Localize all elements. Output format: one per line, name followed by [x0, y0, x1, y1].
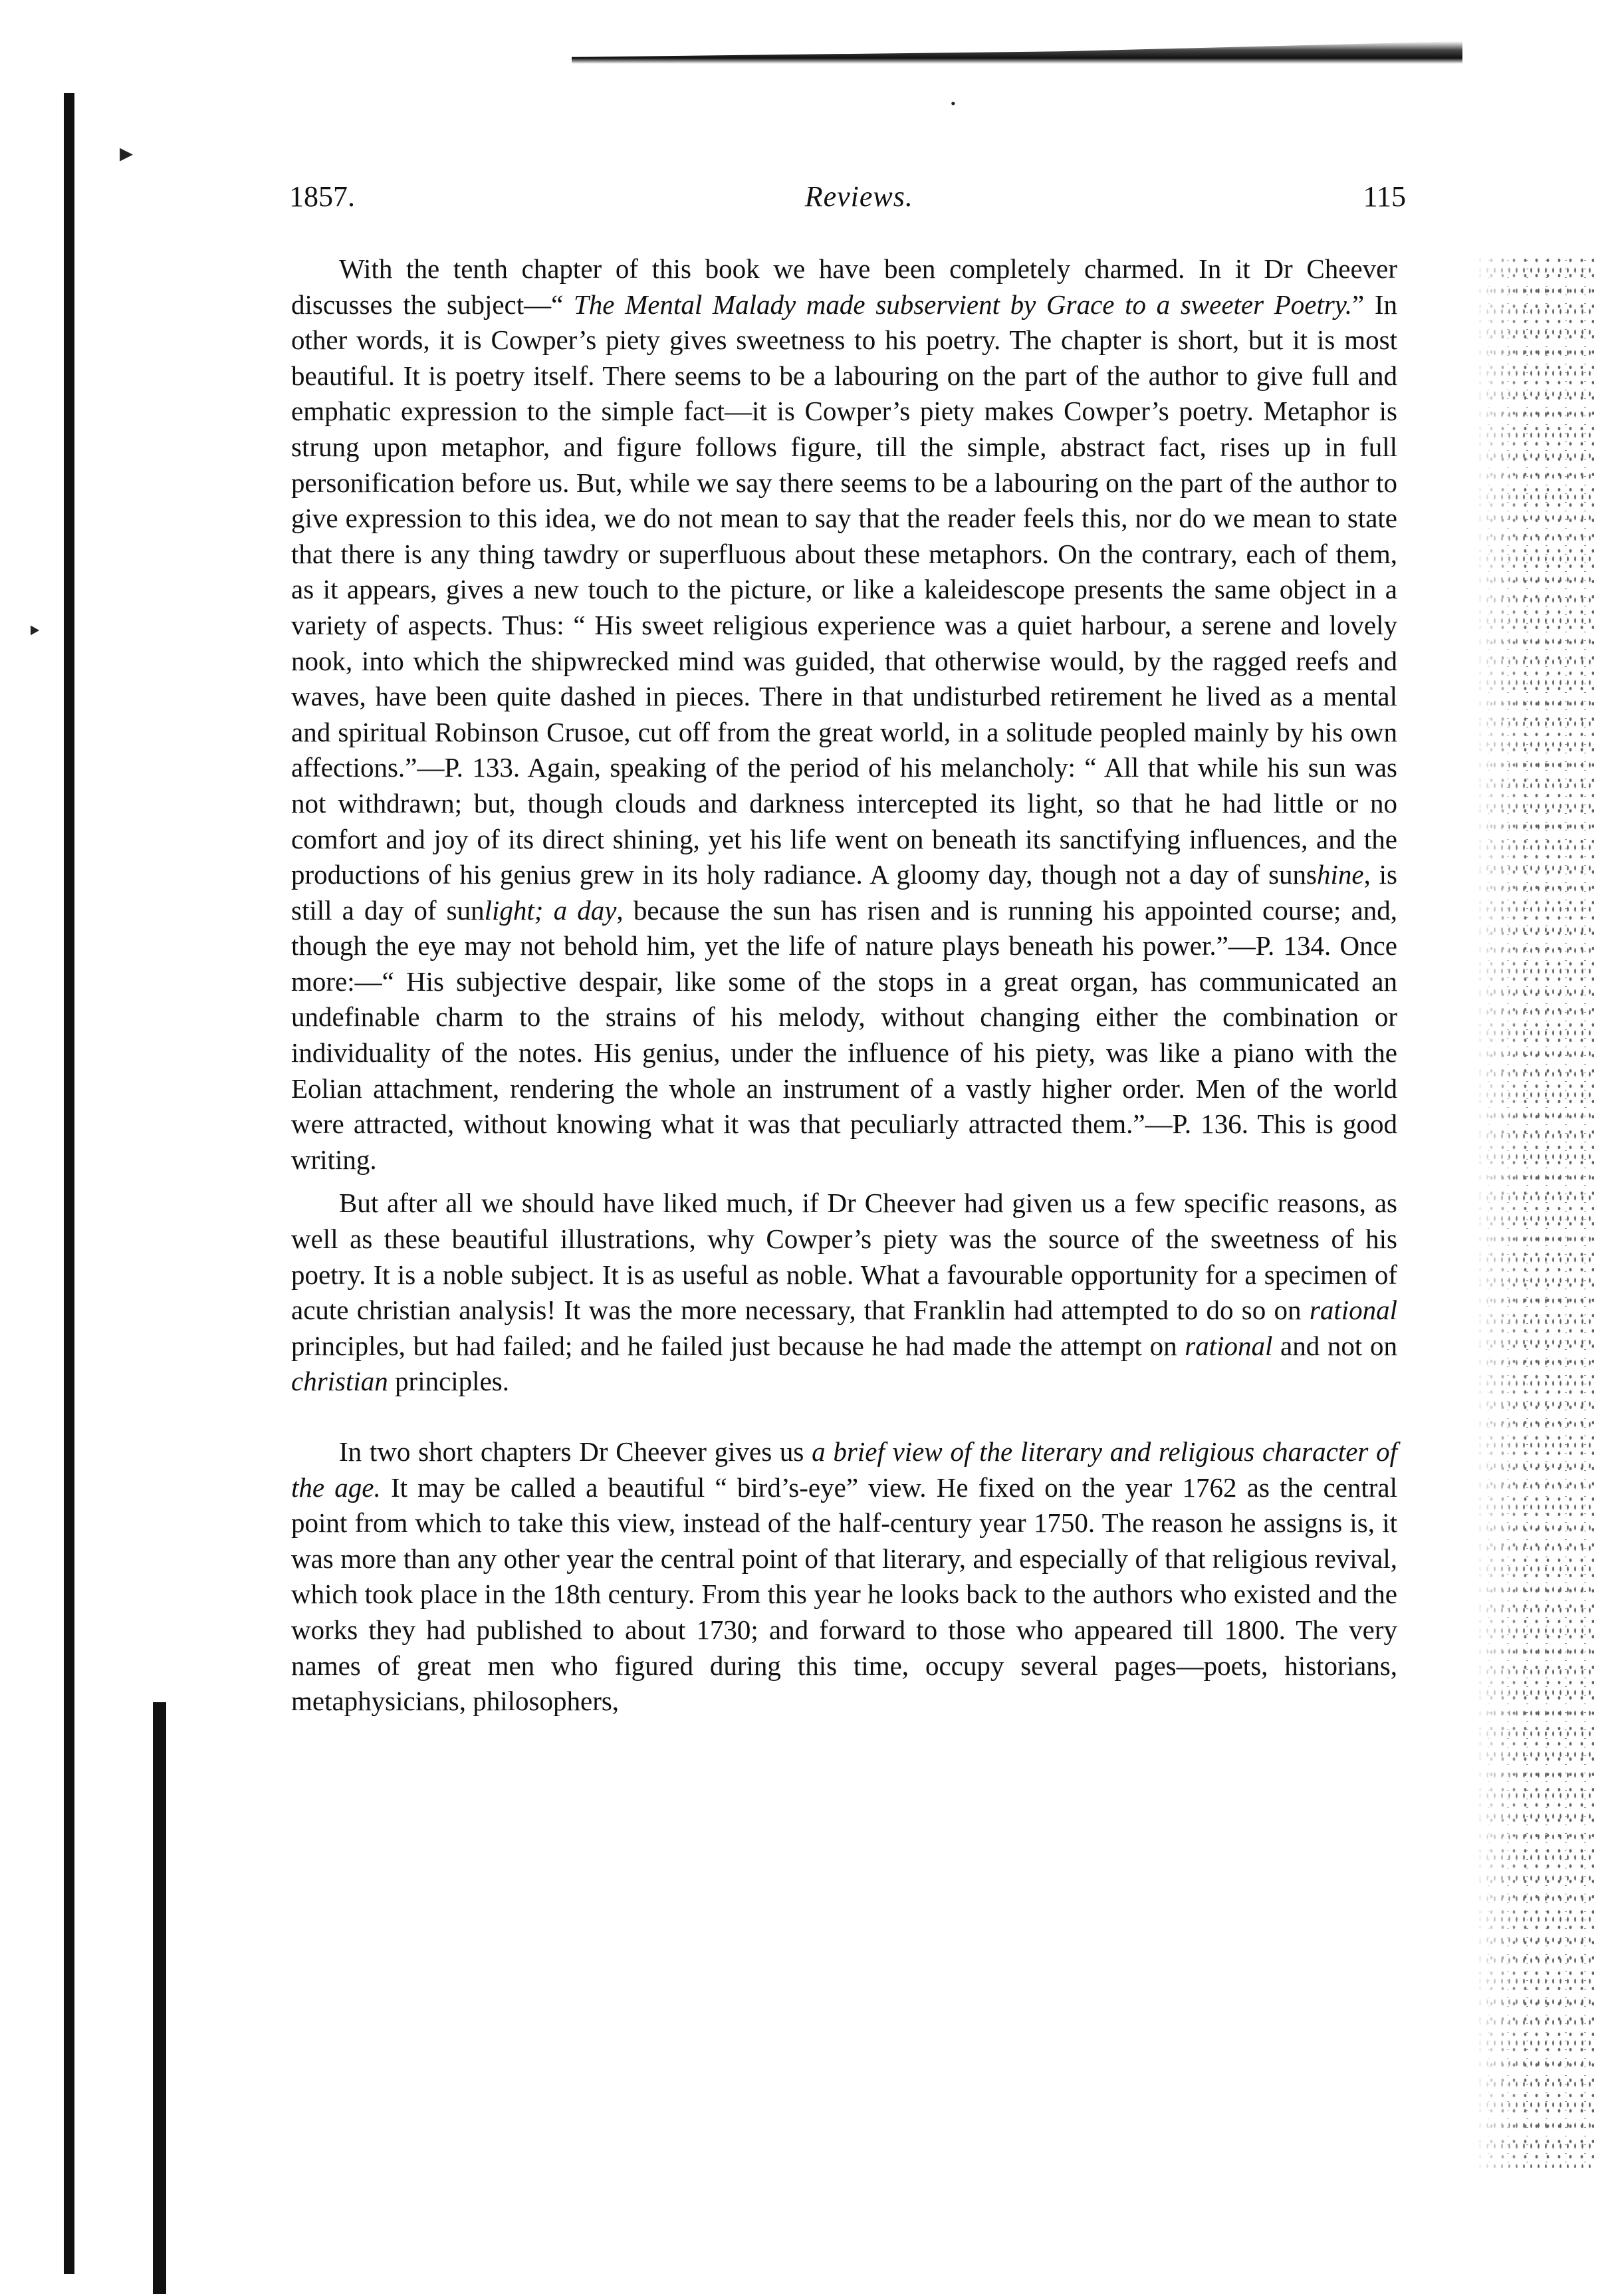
running-head: [289, 180, 1406, 213]
paragraph: [291, 1186, 1397, 1400]
paragraph: [291, 251, 1397, 1178]
italic-text: christian: [291, 1366, 388, 1397]
text-run: ” In other words, it is Cowper’s piety gives sweetness to his poetry. The chapter is short, but it is most beautiful. It is poetry itself. There seems to be a labouring on the part of the author to give full and emphatic expression to the simple fact—it is Cowper’s piety makes Cowper’s poetry. Metaphor is strung upon metaphor, and figure follows figure, till the simple, abstract fact, rises up in full personification before us. But, while we say there seems to be a labouring on the part of the author to give expression to this idea, we do not mean to say that the reader feels this, nor do we mean to state that there is any thing tawdry or superfluous about these metaphors. On the contrary, each of them, as it appears, gives a new touch to the picture, or like a kaleidescope presents the same object in a variety of aspects. Thus: “ His sweet religious experience was a quiet harbour, a serene and lovely nook, into which the shipwrecked mind was guided, that otherwise would, by the ragged reefs and waves, have been quite dashed in pieces. There in that undisturbed retirement he lived as a mental and spiritual Robinson Crusoe, cut off from the great world, in a solitude peopled mainly by his own affections.”—P. 133. Again, speaking of the period of his melancholy: “ All that while his sun was not withdrawn; but, though clouds and darkness intercepted its light, so that he had little or no comfort and joy of its direct shining, yet his life went on beneath its sanctifying influences, and the productions of his genius grew in its holy radiance. A gloomy day, though not a day of suns: [291, 289, 1397, 890]
italic-text: light; a day: [484, 894, 617, 926]
page-number: 115: [1363, 180, 1406, 213]
text-run: principles, but had failed; and he failed just because he had made the attempt on: [291, 1330, 1185, 1361]
text-run: , because the sun has risen and is running his appointed course; and, though the eye may not behold him, yet the life of nature plays beneath his power.”—P. 134. Once more:—“ His subjective despair, like some of the stops in a great organ, has communicated an undefinable charm to the strains of his melody, without changing either the combination or individuality of the notes. His genius, under the influence of his piety, was like a piano with the Eolian attachment, rendering the whole an instrument of a vastly higher order. Men of the world were attracted, without knowing what it was that peculiarly attracted them.”—P. 136. This is good writing.: [291, 894, 1397, 1175]
italic-text: The Mental Malady made subservient by Grace to a sweeter Poetry.: [573, 289, 1352, 320]
italic-text: rational: [1185, 1330, 1273, 1361]
left-binding-shadow: [153, 1702, 166, 2294]
paragraph: [291, 1434, 1397, 1720]
body-text: [291, 251, 1397, 1720]
text-run: With the tenth chapter of this book we have been completely charmed. In it Dr Cheever discusses the subject—“: [291, 253, 1397, 320]
scan-speck: •: [951, 95, 956, 112]
running-head-title: Reviews.: [804, 180, 913, 213]
italic-text: a brief view of the literary and religious character of the age.: [291, 1436, 1397, 1503]
right-edge-scan-noise: [1474, 253, 1594, 2168]
italic-text: rational: [1309, 1295, 1397, 1326]
running-head-year: 1857.: [289, 180, 355, 213]
scan-speck: ▸: [120, 138, 134, 168]
left-binding-edge: [64, 93, 74, 2274]
scan-speck: ‣: [27, 616, 43, 646]
text-run: But after all we should have liked much, if Dr Cheever had given us a few specific reasons, as well as these beautiful illustrations, why Cowper’s piety was the source of the sweetness of his poetry. It is a noble subject. It is as useful as noble. What a favourable opportunity for a specimen of acute christian analysis! It was the more necessary, that Franklin had attempted to do so on: [291, 1188, 1397, 1326]
text-run: , is still a day of sun: [291, 859, 1397, 926]
text-run: and not on: [1272, 1330, 1397, 1361]
top-scan-rule: [572, 41, 1462, 64]
text-run: It may be called a beautiful “ bird’s-eye” view. He fixed on the year 1762 as the central point from which to take this view, instead of the half-century year 1750. The reason he assigns is, it was more than any other year the central point of that literary, and especially of that religious revival, which took place in the 18th century. From this year he looks back to the authors who existed and the works they had published to about 1730; and forward to those who appeared till 1800. The very names of great men who figured during this time, occupy several pages—poets, historians, metaphysicians, philosophers,: [291, 1471, 1397, 1717]
text-run: principles.: [388, 1366, 509, 1397]
italic-text: hine: [1316, 859, 1364, 890]
text-run: In two short chapters Dr Cheever gives us: [339, 1436, 812, 1467]
